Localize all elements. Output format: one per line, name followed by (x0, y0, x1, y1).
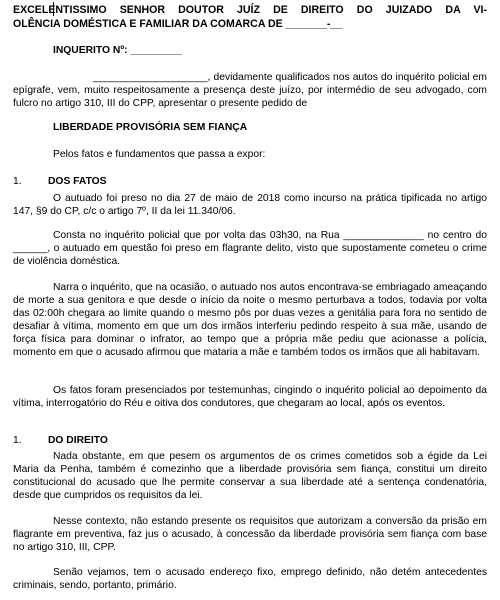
inquerito-number: INQUERITO Nº: _________ (53, 45, 182, 56)
header-line-1: EXCELENTISSIMO SENHOR DOUTOR JUÍZ DE DIREITO DO JUIZADO DA VI- (13, 4, 487, 16)
fatos-paragraph: O autuado foi preso no dia 27 de maio de 2018 como incurso na prática tipificada no artigo 147, §9 do CP, c/c o artigo 7º, II da lei 11.340/06. (13, 193, 487, 217)
section-title: DOS FATOS (48, 176, 107, 187)
header-line-2: OLÊNCIA DOMÉSTICA E FAMILIAR DA COMARCA DE _______-__ (13, 18, 343, 30)
section-heading-fatos (13, 175, 107, 188)
section-heading-direito (13, 434, 108, 447)
direito-paragraph: Senão vejamos, tem o acusado endereço fixo, emprego definido, não detém antecedentes criminais, sendo, portanto, primário. (13, 567, 487, 591)
direito-paragraph: Nada obstante, em que pesem os argumentos de os crimes cometidos sob a égide da Lei Maria da Penha, também é comezinho que a liberdade provisória sem fiança, constitui um direito constitucional do acusado que lhe permite conservar a sua liberdade até a sentença condenatória, desde que cumpridos os requisitos da lei. (13, 451, 487, 501)
section-number: 1. (13, 435, 22, 446)
fatos-paragraph: Narra o inquérito, que na ocasião, o autuado nos autos encontrava-se embriagado ameaçando de morte a sua genitora e que desde o início da noite o mesmo perturbava a todos, todavia por volta das 02:00h chegara ao limite quando o mesmo pôs por duas vezes a genitália para fora no sentido de desafiar à vítima, momento em que um dos irmãos interferiu pedindo respeito à sua mãe, usando de força física para dominar o infrator, ao tempo que a própria mãe pediu que acionasse a polícia, momento em que o acusado afirmou que mataria a mãe e também todos os irmãos que ali habitavam. (13, 282, 487, 358)
fatos-paragraph: Consta no inquérito policial que por volta das 03h30, na Rua ______________ no centro do ______, o autuado em questão foi preso em flagrante delito, visto que supostamente cometeu o crime de violência doméstica. (13, 230, 487, 267)
section-number: 1. (13, 176, 22, 187)
petition-title: LIBERDADE PROVISÓRIA SEM FIANÇA (53, 122, 248, 133)
section-title: DO DIREITO (48, 435, 108, 446)
intro-paragraph: ____________________, devidamente qualificados nos autos do inquérito policial em epígrafe, vem, muito respeitosamente a presença deste juízo, por intermédio de seu advogado, com fulcro no artigo 310, III do CPP, apresentar o presente pedido de (13, 72, 487, 109)
fatos-paragraph: Os fatos foram presenciados por testemunhas, cingindo o inquérito policial ao depoimento da vítima, interrogatório do Réu e oitiva dos condutores, que chegaram ao local, após os eventos. (13, 385, 487, 409)
document-header (13, 3, 487, 31)
direito-paragraph: Nesse contexto, não estando presente os requisitos que autorizam a conversão da prisão em flagrante em preventiva, faz jus o acusado, à concessão da liberdade provisória sem fiança com base no artigo 310, III, CPP. (13, 516, 487, 553)
lead-sentence: Pelos fatos e fundamentos que passa a expor: (53, 149, 266, 160)
